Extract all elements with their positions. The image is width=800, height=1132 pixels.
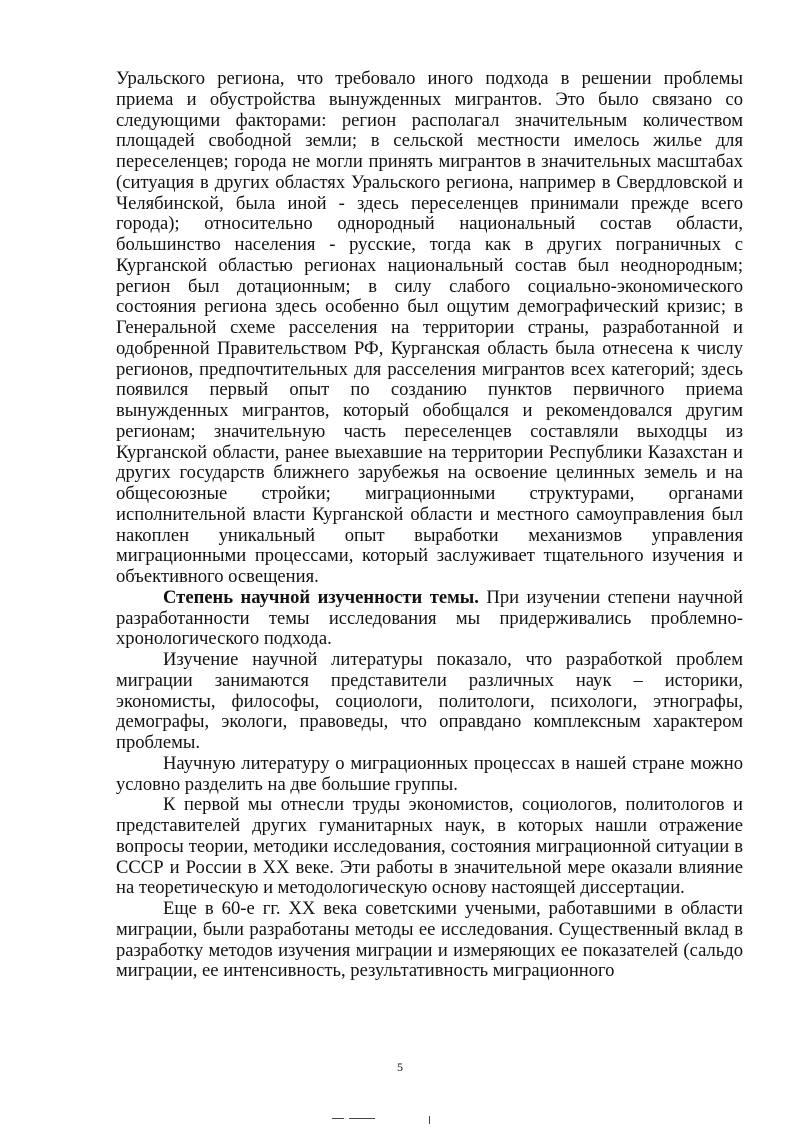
paragraph-regional-factors: Уральского региона, что требовало иного подхода в решении проблемы приема и обустройства вынужденных мигрантов. Это было связано со следующими факторами: регион располагал значительным количеством площадей свободной земли; в сельской местности имелось жилье для переселенцев; города не могли принять мигрантов в значительных масштабах (ситуация в других областях Уральского региона, например в Свердловской и Челябинской, была иной - здесь переселенцев принимали прежде всего города); относительно однородный национальный состав области, большинство населения - русские, тогда как в других пограничных с Курганской областью регионах национальный состав был неоднородным; регион был дотационным; в силу слабого социально-экономического состояния региона здесь особенно был ощутим демографический кризис; в Генеральной схеме расселения на территории страны, разработанной и одобренной Правительством РФ, Курганская область была отнесена к числу регионов, предпочтительных для расселения мигрантов всех категорий; здесь появился первый опыт по созданию пунктов первичного приема вынужденных мигрантов, который обобщался и рекомендовался другим регионам; значительную часть переселенцев составляли выходцы из Курганской области, ранее выехавшие на территории Республики Казахстан и других государств ближнего зарубежья на освоение целинных земель и на общесоюзные стройки; миграционными структурами, органами исполнительной власти Курганской области и местного самоуправления был накоплен уникальный опыт выработки механизмов управления миграционными процессами, который заслуживает тщательного изучения и объективного освещения. [116,68,743,587]
scan-artifact-line [332,1118,344,1119]
paragraph-first-group: К первой мы отнесли труды экономистов, социологов, политологов и представителей других гуманитарных наук, в которых нашли отражение вопросы теории, методики исследования, состояния миграционной ситуации в СССР и России в XX веке. Эти работы в значительной мере оказали влияние на теоретическую и методологическую основу настоящей диссертации. [116,794,743,899]
scan-artifact-tick [429,1116,430,1124]
paragraph-sixties-methods: Еще в 60-е гг. XX века советскими учеными, работавшими в области миграции, были разработаны методы ее исследования. Существенный вклад в разработку методов изучения миграции и измеряющих ее показателей (сальдо миграции, ее интенсивность, результативность миграционного [116,898,743,982]
paragraph-literature-groups: Научную литературу о миграционных процессах в нашей стране можно условно разделить на две большие группы. [116,752,743,795]
page-number: 5 [397,1060,403,1074]
scan-artifact-line [349,1118,375,1119]
paragraph-research-degree [116,588,743,650]
document-page [116,69,743,982]
paragraph-research-degree-text: При изучении степени научной разработанности темы исследования мы придерживались проблемно-хронологического подхода. [116,586,743,650]
paragraph-literature-study: Изучение научной литературы показало, что разработкой проблем миграции занимаются представители различных наук – историки, экономисты, философы, социологи, политологи, психологи, этнографы, демографы, экологи, правоведы, что оправдано комплексным характером проблемы. [116,649,743,753]
section-heading-research-degree: Степень научной изученности темы. [163,586,479,608]
